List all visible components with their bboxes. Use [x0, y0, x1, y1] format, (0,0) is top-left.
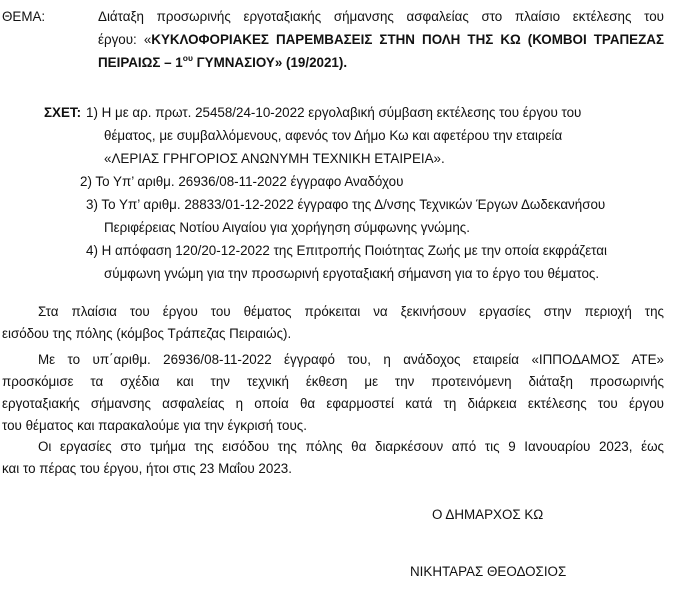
subject-line-2 — [98, 31, 664, 49]
paragraph-1-line-2: εισόδου της πόλης (κόμβος Τράπεζας Πειραιώς). — [2, 326, 292, 341]
reference-1-line-1: 1) Η με αρ. πρωτ. 25458/24-10-2022 εργολαβική σύμβαση εκτέλεσης του έργου του — [86, 105, 582, 120]
subject-line-3-sup: ου — [182, 52, 193, 63]
reference-3-line-1: 3) Το Υπ’ αριθμ. 28833/01-12-2022 έγγραφο της Δ/νσης Τεχνικών Έργων Δωδεκανήσου — [86, 197, 606, 212]
subject-line-2-prefix: έργου: « — [98, 32, 152, 47]
signature-name: ΝΙΚΗΤΑΡΑΣ ΘΕΟΔΟΣΙΟΣ — [410, 564, 567, 579]
paragraph-3-line-1: Οι εργασίες στο τμήμα της εισόδου της πόλης θα διαρκέσουν από τις 9 Ιανουαρίου 2023, έως — [38, 439, 664, 454]
subject-label: ΘΕΜΑ: — [2, 9, 46, 24]
subject-line-3 — [98, 54, 347, 72]
signature-title: Ο ΔΗΜΑΡΧΟΣ ΚΩ — [432, 507, 544, 522]
reference-1-line-2: θέματος, με συμβαλλόμενους, αφενός τον Δήμο Κω και αφετέρου την εταιρεία — [104, 128, 563, 143]
subject-project-title: ΚΥΚΛΟΦΟΡΙΑΚΕΣ ΠΑΡΕΜΒΑΣΕΙΣ ΣΤΗΝ ΠΟΛΗ ΤΗΣ ΚΩ (ΚΟΜΒΟΙ ΤΡΑΠΕΖΑΣ — [151, 32, 664, 47]
reference-3-line-2: Περιφέρειας Νοτίου Αιγαίου για χορήγηση σύμφωνης γνώμης. — [104, 220, 470, 235]
paragraph-2-line-2: προσκόμισε τα σχέδια και την τεχνική έκθεση με την προτεινόμενη διάταξη προσωρινής — [2, 374, 664, 389]
paragraph-2-line-4: του θέματος και παρακαλούμε για την έγκρισή τους. — [2, 418, 307, 433]
reference-2-line-1: 2) Το Υπ’ αριθμ. 26936/08-11-2022 έγγραφο Αναδόχου — [80, 174, 404, 189]
subject-line-1: Διάταξη προσωρινής εργοταξιακής σήμανσης ασφαλείας στο πλαίσιο εκτέλεσης του — [98, 9, 664, 24]
reference-1-line-3: «ΛΕΡΙΑΣ ΓΡΗΓΟΡΙΟΣ ΑΝΩΝΥΜΗ ΤΕΧΝΙΚΗ ΕΤΑΙΡΕΙΑ». — [104, 151, 445, 166]
references-label: ΣΧΕΤ: — [44, 105, 82, 120]
paragraph-2-line-3: εργοταξιακής σήμανσης ασφαλείας η οποία θα εφαρμοστεί κατά τη διάρκεια εκτέλεσης του έργου — [2, 396, 664, 411]
subject-line-3-a: ΠΕΙΡΑΙΩΣ – 1 — [98, 55, 183, 70]
reference-4-line-2: σύμφωνη γνώμη για την προσωρινή εργοταξιακή σήμανση για το έργο του θέματος. — [104, 266, 600, 281]
paragraph-1-line-1: Στα πλαίσια του έργου του θέματος πρόκειται να ξεκινήσουν εργασίες στην περιοχή της — [38, 304, 664, 319]
paragraph-3-line-2: και το πέρας του έργου, ήτοι στις 23 Μαΐου 2023. — [2, 461, 292, 476]
reference-4-line-1: 4) Η απόφαση 120/20-12-2022 της Επιτροπής Ποιότητας Ζωής με την οποία εκφράζεται — [86, 243, 607, 258]
paragraph-2-line-1: Με το υπ΄αριθμ. 26936/08-11-2022 έγγραφό του, η ανάδοχος εταιρεία «ΙΠΠΟΔΑΜΟΣ ΑΤΕ» — [38, 352, 664, 367]
subject-line-3-b: ΓΥΜΝΑΣΙΟΥ» (19/2021). — [192, 55, 348, 70]
